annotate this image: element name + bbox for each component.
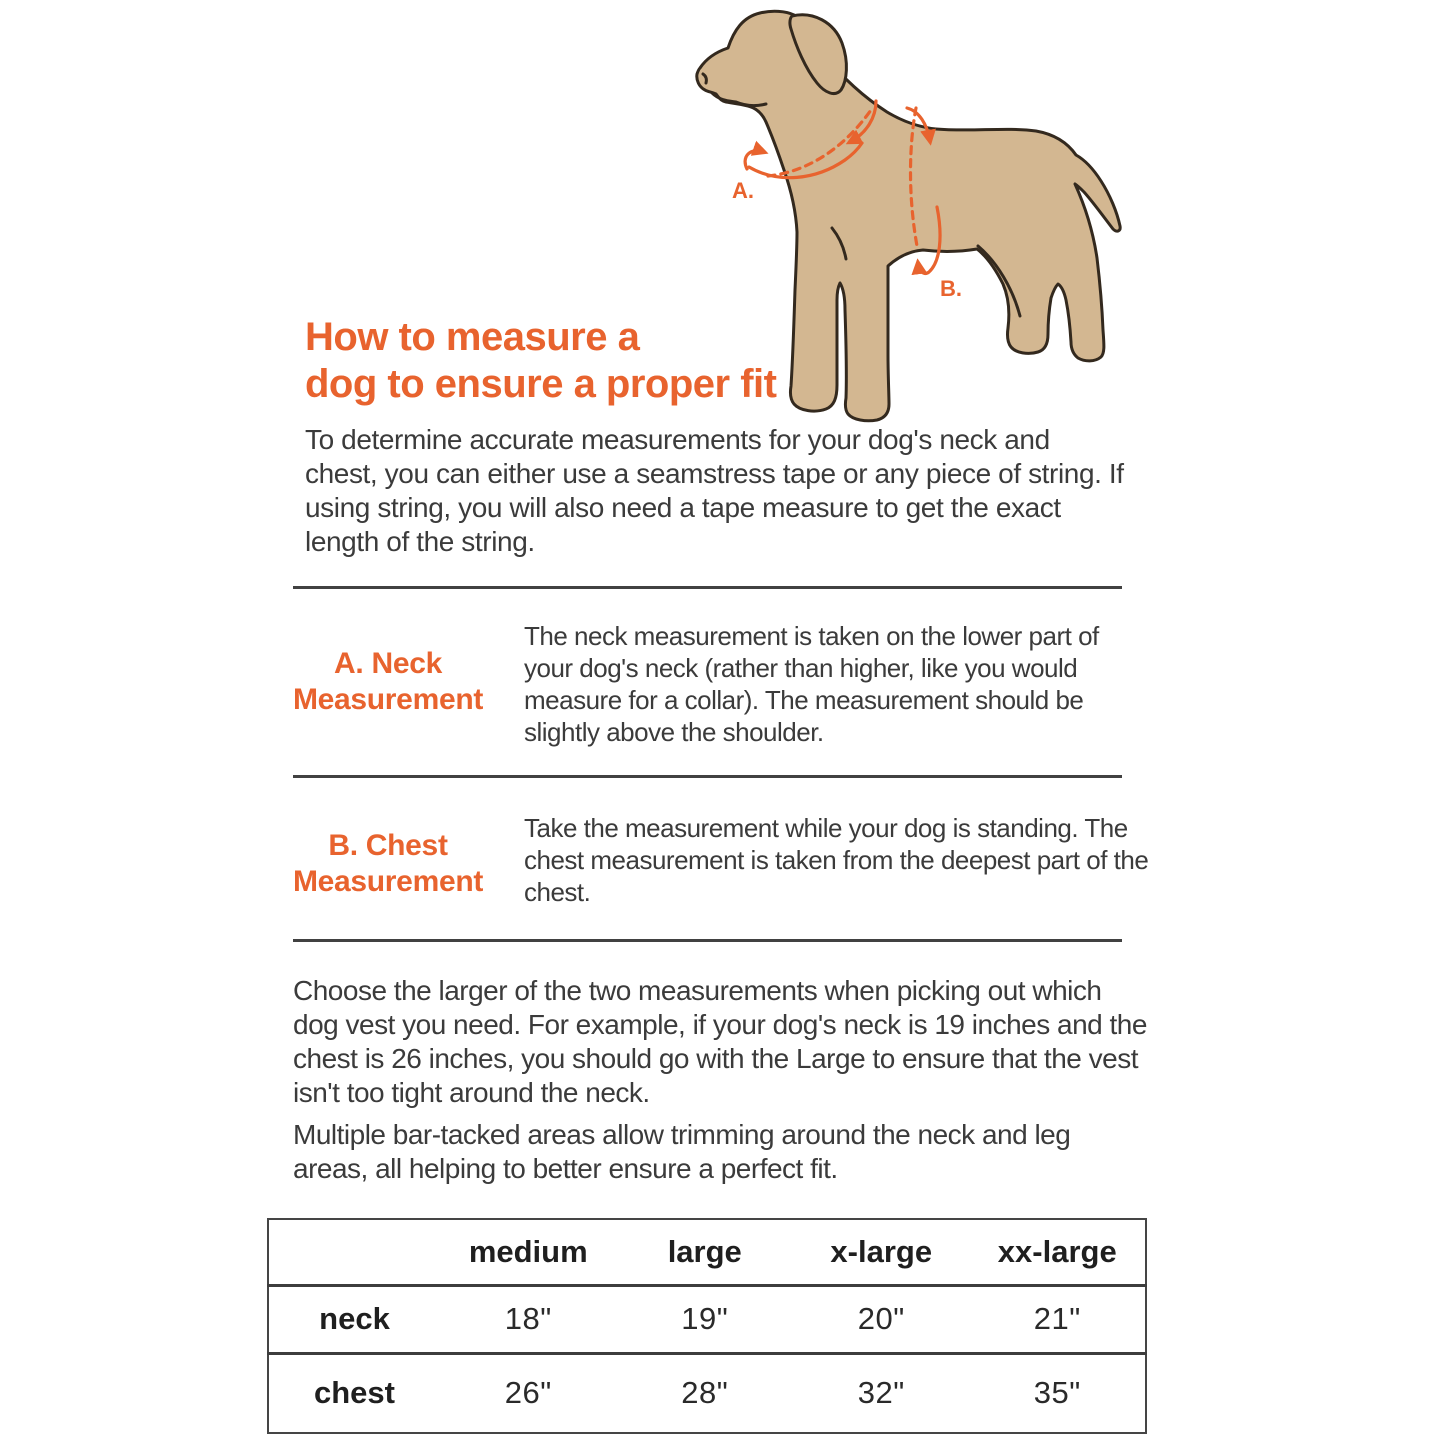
- table-row: [268, 1353, 1146, 1433]
- chest-medium-value: 26": [504, 1375, 552, 1411]
- page-title: [305, 314, 905, 408]
- sizing-advice-paragraph: Choose the larger of the two measurements when picking out which dog vest you need. For example, if your dog's neck is 19 inches and the chest is 26 inches, you should go with the Large to ensure that the vest isn't too tight around the neck.: [293, 975, 1147, 1108]
- size-chart-header-large: large: [667, 1233, 742, 1269]
- bar-tack-paragraph: Multiple bar-tacked areas allow trimming around the neck and leg areas, all helping to better ensure a perfect fit.: [293, 1119, 1071, 1184]
- neck-xxlarge-value: 21": [1033, 1301, 1081, 1336]
- size-chart-corner-cell: [268, 1219, 440, 1285]
- neck-section-body: The neck measurement is taken on the lower part of your dog's neck (rather than higher, like you would measure for a collar). The measurement should be slightly above the shoulder.: [524, 621, 1099, 747]
- section-divider-2: [293, 775, 1122, 778]
- section-divider-3: [293, 939, 1122, 942]
- size-chart-header-xxlarge: xx-large: [997, 1233, 1117, 1269]
- neck-row-label: neck: [319, 1301, 390, 1336]
- neck-medium-value: 18": [504, 1301, 552, 1336]
- chest-section-body: Take the measurement while your dog is standing. The chest measurement is taken from the deepest part of the chest.: [524, 813, 1149, 907]
- chest-xlarge-value: 32": [857, 1375, 905, 1411]
- neck-xlarge-value: 20": [857, 1301, 905, 1336]
- chest-measurement-label: B.: [940, 276, 962, 301]
- neck-large-value: 19": [681, 1301, 729, 1336]
- size-chart-header-medium: medium: [468, 1233, 588, 1269]
- neck-measurement-label: A.: [732, 178, 754, 203]
- chest-xxlarge-value: 35": [1033, 1375, 1081, 1411]
- intro-paragraph: To determine accurate measurements for your dog's neck and chest, you can either use a seamstress tape or any piece of string. If using string, you will also need a tape measure to get the exact length of the string.: [305, 424, 1124, 557]
- section-divider-1: [293, 586, 1122, 589]
- size-chart-table: [267, 1218, 1147, 1434]
- chest-large-value: 28": [681, 1375, 729, 1411]
- page-title-line1: How to measure a: [305, 315, 640, 359]
- table-row: [268, 1285, 1146, 1353]
- page-title-line2: dog to ensure a proper fit: [305, 362, 777, 406]
- size-chart-header-xlarge: x-large: [830, 1233, 933, 1269]
- size-chart-header-row: [268, 1219, 1146, 1285]
- chest-row-label: chest: [314, 1375, 395, 1411]
- neck-section-heading: A. Neck Measurement: [292, 647, 484, 716]
- chest-section-heading: B. Chest Measurement: [292, 829, 484, 898]
